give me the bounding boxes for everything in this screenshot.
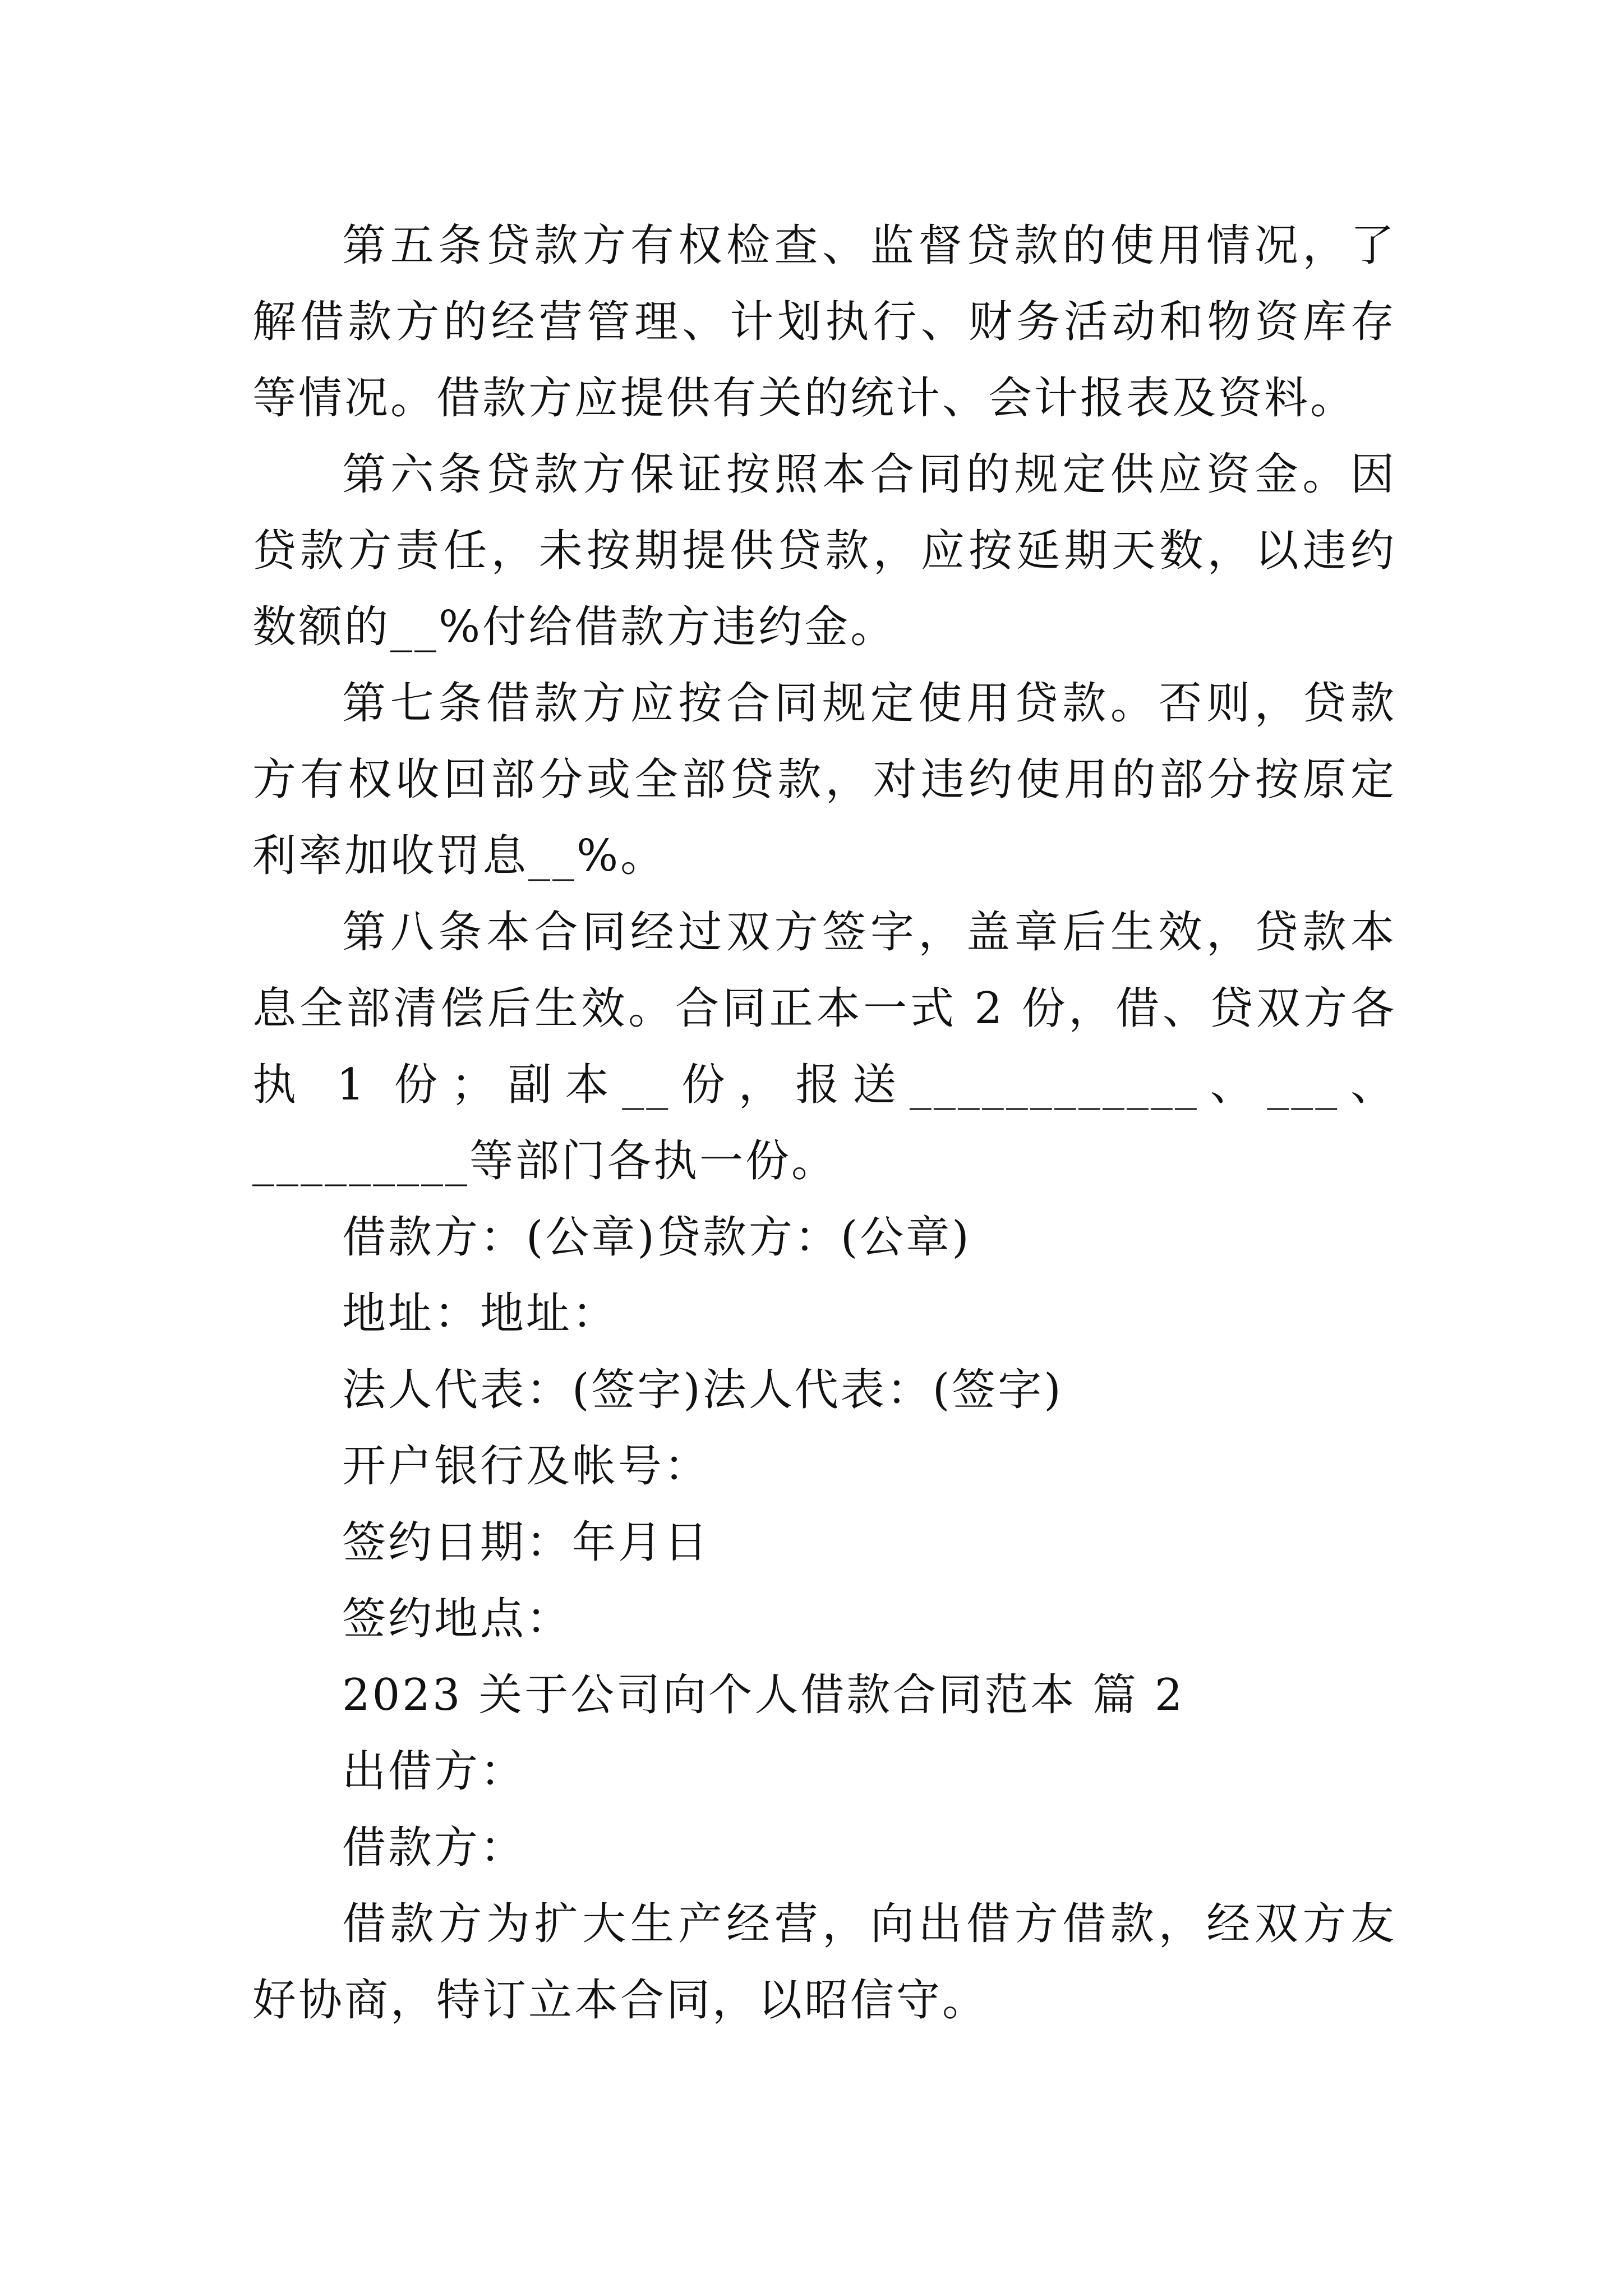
signature-bank-account-line: 开户银行及帐号： xyxy=(342,1441,711,1492)
intro-paragraph: 借款方为扩大生产经营，向出借方借款，经双方友好协商，特订立本合同，以昭信守。 xyxy=(252,1899,1396,2026)
clause-8-paragraph: 第八条本合同经过双方签字，盖章后生效，贷款本息全部清偿后生效。合同正本一式 2 份，借、贷双方各执 1 份；副本__份，报送____________、___、_________等部门各执一份。 xyxy=(252,907,1396,1186)
signature-legal-rep-line: 法人代表：(签字)法人代表：(签字) xyxy=(342,1365,1063,1415)
clause-5-paragraph: 第五条贷款方有权检查、监督贷款的使用情况，了解借款方的经营管理、计划执行、财务活动和物资库存等情况。借款方应提供有关的统计、会计报表及资料。 xyxy=(252,220,1396,424)
borrower-label: 借款方： xyxy=(342,1823,527,1873)
signature-date-line: 签约日期：年月日 xyxy=(342,1517,711,1568)
document-body xyxy=(252,208,1396,2039)
signature-place-line: 签约地点： xyxy=(342,1594,573,1644)
clause-7-paragraph: 第七条借款方应按合同规定使用贷款。否则，贷款方有权收回部分或全部贷款，对违约使用的部分按原定利率加收罚息__%。 xyxy=(252,678,1396,881)
signature-address-line: 地址：地址： xyxy=(342,1289,619,1339)
section-title: 2023 关于公司向个人借款合同范本 篇 2 xyxy=(342,1670,1185,1720)
clause-6-paragraph: 第六条贷款方保证按照本合同的规定供应资金。因贷款方责任，未按期提供贷款，应按延期天数，以违约数额的__%付给借款方违约金。 xyxy=(252,449,1396,652)
signature-seal-line: 借款方：(公章)贷款方：(公章) xyxy=(342,1212,971,1263)
lender-label: 出借方： xyxy=(342,1746,527,1797)
